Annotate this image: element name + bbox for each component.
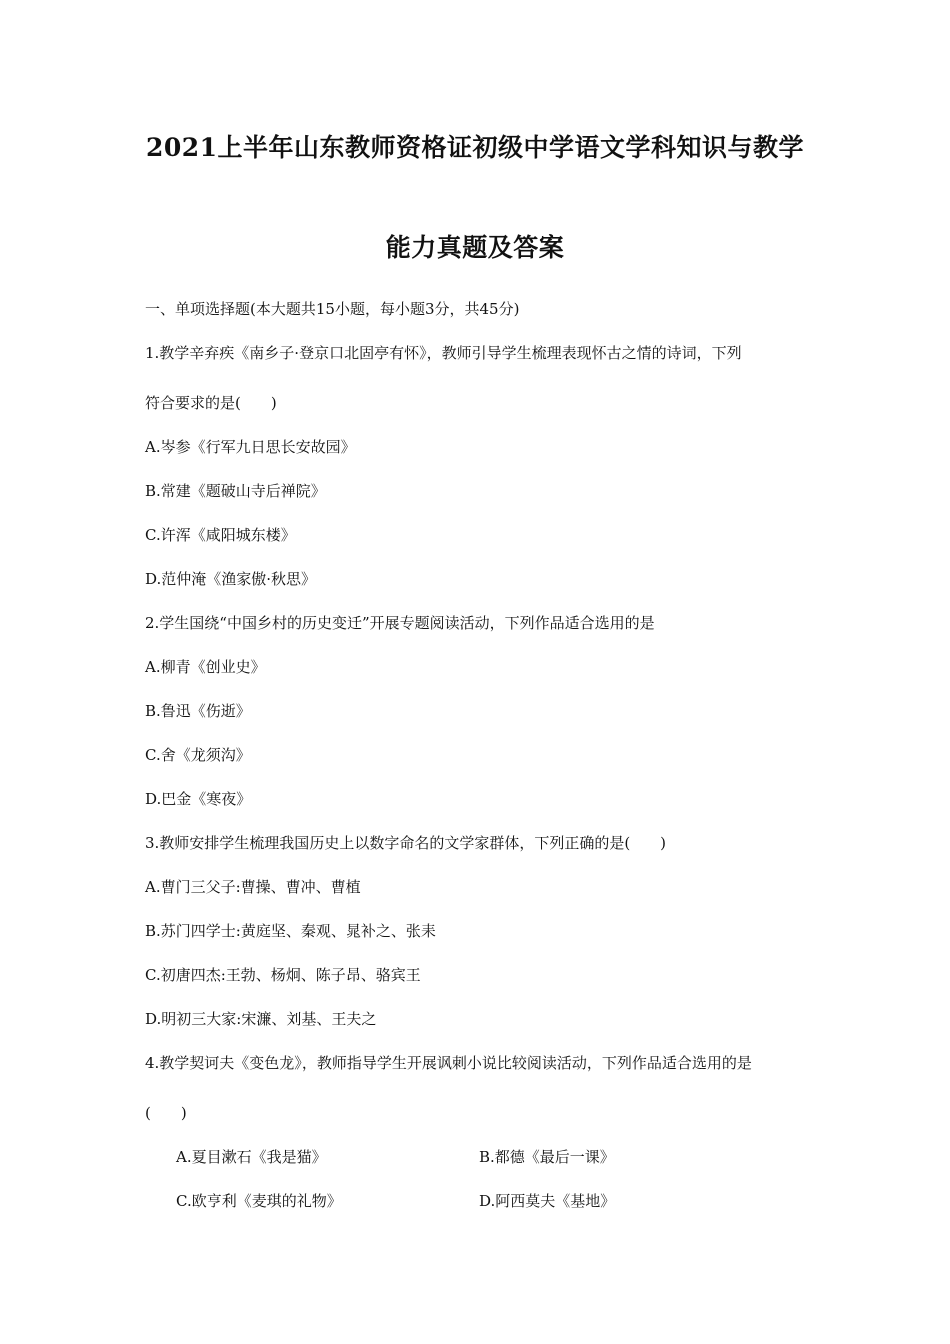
document-title-line-2: 能力真题及答案: [385, 233, 565, 262]
question-3-option-c: C.初唐四杰:王勃、杨炯、陈子昂、骆宾王: [145, 966, 421, 984]
question-3-option-d: D.明初三大家:宋濂、刘基、王夫之: [145, 1010, 377, 1028]
question-1-stem: 1.教学辛弃疾《南乡子·登京口北固亭有怀》，教师引导学生梳理表现怀古之情的诗词，下列: [145, 344, 742, 362]
question-1-option-c: C.许浑《咸阳城东楼》: [145, 526, 296, 544]
question-4-option-d: D.阿西莫夫《基地》: [479, 1192, 616, 1210]
question-2-option-d: D.巴金《寒夜》: [145, 790, 252, 808]
question-2-stem: 2.学生国绕“中国乡村的历史变迁”开展专题阅读活动，下列作品适合选用的是: [145, 614, 655, 632]
question-4-option-c: C.欧亨利《麦琪的礼物》: [176, 1192, 342, 1210]
question-4-stem-cont: ( ): [145, 1104, 187, 1122]
question-2-option-a: A.柳青《创业史》: [145, 658, 266, 676]
question-2-option-c: C.舍《龙须沟》: [145, 746, 251, 764]
question-1-option-a: A.岑参《行军九日思长安故园》: [145, 438, 356, 456]
question-4-option-b: B.都德《最后一课》: [479, 1148, 615, 1166]
section-heading: 一、单项选择题(本大题共15小题，每小题3分，共45分): [145, 300, 520, 318]
question-3-option-b: B.苏门四学士:黄庭坚、秦观、晁补之、张耒: [145, 922, 436, 940]
question-3-stem: 3.教师安排学生梳理我国历史上以数字命名的文学家群体，下列正确的是( ): [145, 834, 667, 852]
question-1-option-d: D.范仲淹《渔家傲·秋思》: [145, 570, 317, 588]
question-1-option-b: B.常建《题破山寺后禅院》: [145, 482, 326, 500]
question-3-option-a: A.曹门三父子:曹操、曹冲、曹植: [145, 878, 361, 896]
question-4-option-a: A.夏目漱石《我是猫》: [176, 1148, 327, 1166]
document-title-line-1: 2021上半年山东教师资格证初级中学语文学科知识与教学: [145, 133, 805, 162]
question-1-stem-cont: 符合要求的是( ): [145, 394, 277, 412]
question-4-stem: 4.教学契诃夫《变色龙》，教师指导学生开展讽刺小说比较阅读活动，下列作品适合选用的是: [145, 1054, 752, 1072]
question-2-option-b: B.鲁迅《伤逝》: [145, 702, 251, 720]
